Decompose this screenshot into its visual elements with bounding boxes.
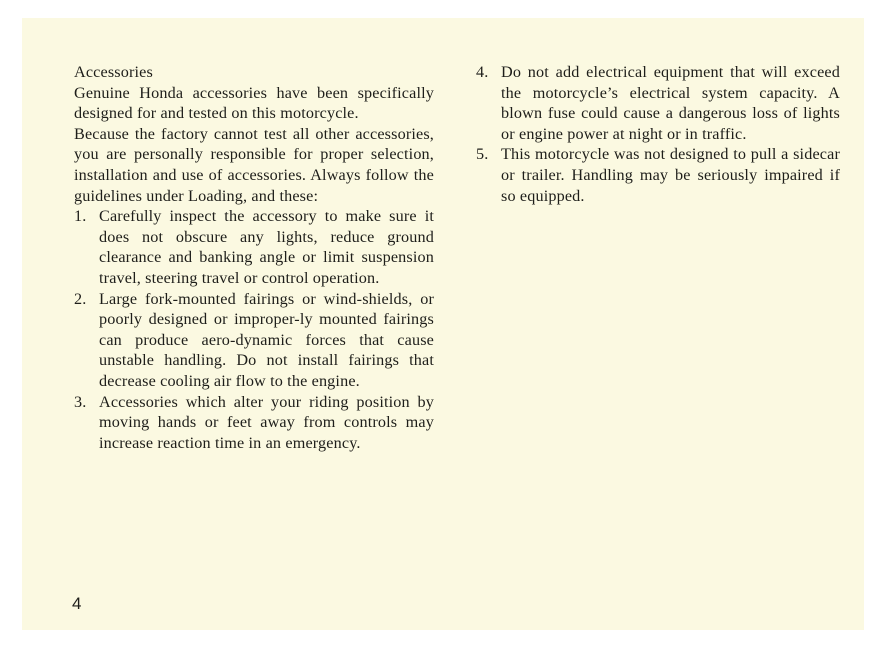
list-item-text: Do not add electrical equipment that will exceed the motorcycle’s electrical system capacity. A blown fuse could cause a dangerous loss of lights or engine power at night or in traffic. [501,63,840,143]
page-number: 4 [72,594,82,613]
list-item-number: 1. [74,207,87,226]
list-item [476,144,840,206]
list-item-number: 3. [74,392,87,411]
responsibility-paragraph: Because the factory cannot test all other accessories, you are personally responsible for proper selection, installation and use of accessories. Always follow the guidelines under Loading, and these: [74,124,434,205]
manual-page [22,18,864,630]
section-heading: Accessories [74,63,153,81]
right-column [476,62,840,206]
list-item [74,289,434,392]
list-item-number: 5. [476,145,489,164]
list-item-text: Accessories which alter your riding position by moving hands or feet away from controls may increase reaction time in an emergency. [99,392,434,452]
list-item [74,392,434,454]
list-item [74,206,434,288]
list-item-text: Large fork-mounted fairings or wind-shields, or poorly designed or improper-ly mounted fairings can produce aero-dynamic forces that cause unstable handling. Do not install fairings that decrease cooling air flow to the engine. [99,289,434,390]
list-item-text: Carefully inspect the accessory to make sure it does not obscure any lights, reduce ground clearance and banking angle or limit suspension travel, steering travel or control operation. [99,207,434,287]
list-item [476,62,840,144]
list-item-text: This motorcycle was not designed to pull a sidecar or trailer. Handling may be seriously impaired if so equipped. [501,145,840,205]
left-column [74,62,434,453]
list-item-number: 4. [476,63,489,81]
intro-paragraph: Genuine Honda accessories have been specifically designed for and tested on this motorcycle. [74,83,434,123]
list-item-number: 2. [74,289,87,308]
